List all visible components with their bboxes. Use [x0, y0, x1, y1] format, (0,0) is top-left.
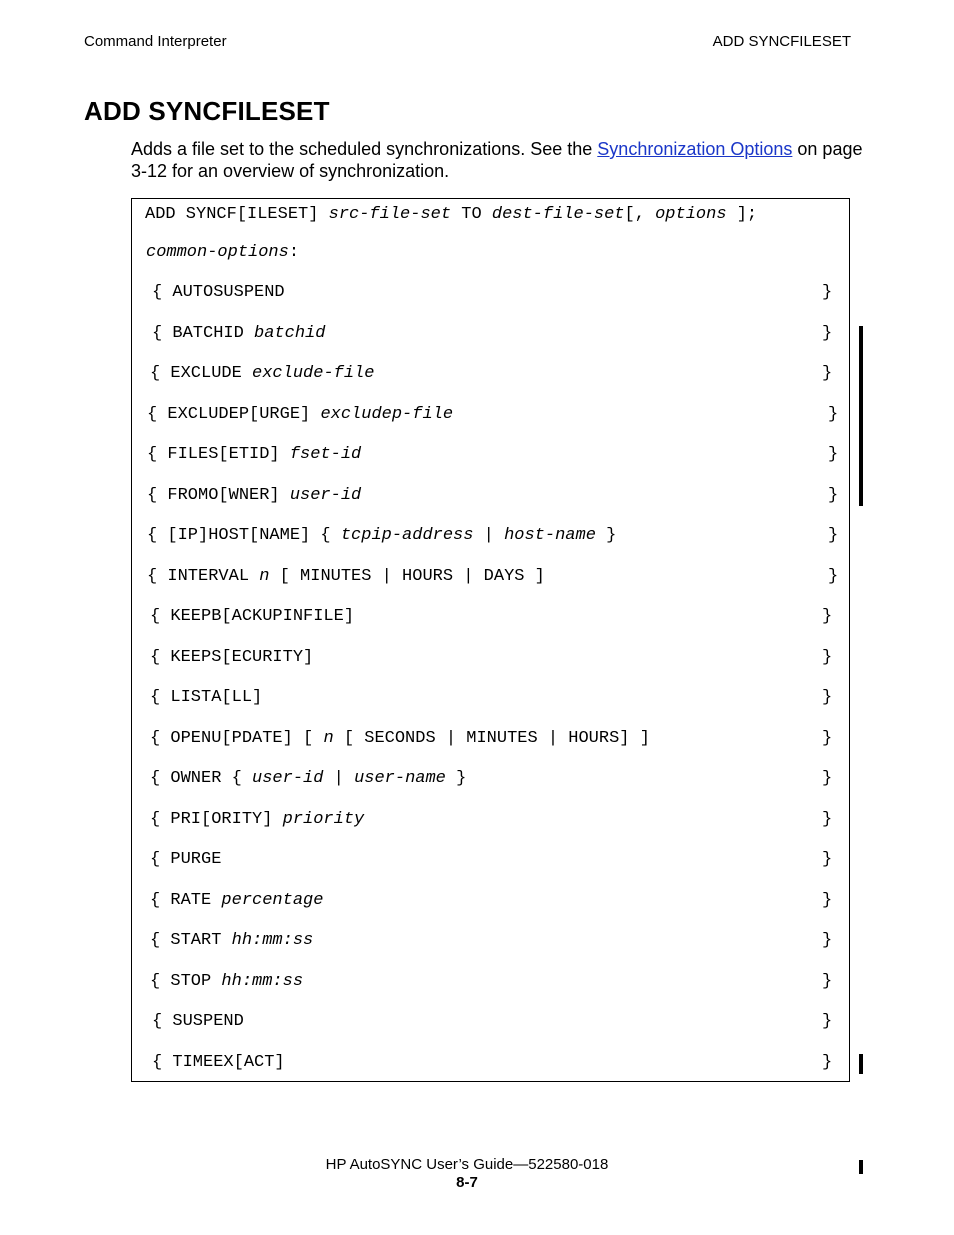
intro-paragraph [131, 138, 866, 182]
option-row [150, 891, 323, 910]
option-param: n [259, 566, 270, 586]
option-open-brace: { [147, 404, 158, 424]
option-keyword: KEEPB[ACKUPINFILE] [170, 607, 355, 626]
option-param: user-id [289, 485, 362, 505]
option-open-brace: { [150, 688, 161, 707]
option-open-brace: { [147, 445, 158, 464]
option-keyword: EXCLUDEP[URGE] [167, 404, 321, 424]
option-row [152, 1012, 244, 1031]
option-close-brace: } [822, 971, 833, 991]
option-row [147, 445, 361, 464]
options-param: options [655, 205, 727, 224]
dest-file-set-param: dest-file-set [491, 205, 625, 224]
option-open-brace: { [150, 647, 161, 667]
option-row [150, 688, 262, 707]
option-keyword: PRI[ORITY] [170, 809, 283, 829]
option-row [150, 648, 313, 667]
option-open-brace: { [150, 607, 161, 626]
option-open-brace: { [150, 364, 161, 383]
option-close-brace: } [822, 890, 833, 910]
option-separator: | [323, 769, 355, 788]
option-param: percentage [221, 890, 324, 910]
option-keyword: FILES[ETID] [167, 445, 290, 464]
option-row [150, 769, 466, 788]
option-tail: } [595, 526, 617, 545]
option-open-brace: { [150, 890, 161, 910]
option-keyword: SUSPEND [172, 1012, 244, 1031]
page-title: ADD SYNCFILESET [84, 96, 330, 126]
option-keyword: INTERVAL [167, 566, 260, 586]
option-row [150, 607, 354, 626]
command-end: ]; [726, 205, 758, 224]
option-open-brace: { [152, 1012, 163, 1031]
option-open-brace: { [150, 728, 161, 748]
option-keyword: BATCHID [172, 323, 255, 343]
option-keyword: FROMO[WNER] [167, 485, 290, 505]
option-close-brace: } [828, 566, 839, 586]
option-param: fset-id [289, 445, 362, 464]
option-tail: } [445, 769, 467, 788]
common-options-colon: : [288, 243, 300, 262]
option-open-brace: { [152, 283, 163, 302]
footer-page-number: 8-7 [456, 1174, 478, 1191]
option-open-brace: { [150, 931, 161, 950]
option-keyword: RATE [170, 890, 222, 910]
option-row [152, 283, 285, 302]
option-open-brace: { [150, 850, 161, 869]
option-row [150, 810, 364, 829]
option-close-brace: } [828, 404, 839, 424]
option-row [152, 324, 325, 343]
option-row [150, 364, 374, 383]
option-keyword: START [170, 931, 232, 950]
option-close-brace: } [828, 445, 839, 464]
option-open-brace: { [150, 809, 161, 829]
option-close-brace: } [822, 850, 833, 869]
syntax-box [131, 198, 850, 1082]
common-options-label [146, 243, 299, 262]
option-close-brace: } [822, 728, 833, 748]
option-open-brace: { [147, 485, 158, 505]
option-param: tcpip-address [340, 526, 474, 545]
option-close-brace: } [822, 769, 833, 788]
option-param: hh:mm:ss [221, 971, 304, 991]
option-tail: [ SECONDS | MINUTES | HOURS] ] [333, 728, 650, 748]
command-punct: [, [624, 205, 656, 224]
option-row [150, 931, 313, 950]
option-open-brace: { [147, 526, 158, 545]
option-close-brace: } [822, 364, 833, 383]
running-header-left: Command Interpreter [84, 33, 227, 50]
option-open-brace: { [152, 1052, 163, 1072]
option-row [152, 1053, 285, 1072]
option-close-brace: } [822, 1012, 833, 1031]
option-open-brace: { [147, 566, 158, 586]
footer-guide-title: HP AutoSYNC User’s Guide—522580-018 [325, 1156, 609, 1173]
option-close-brace: } [828, 526, 839, 545]
option-param: hh:mm:ss [231, 931, 314, 950]
intro-text-after: on page 3-12 for an overview of synchronization. [131, 139, 863, 181]
command-keyword: ADD SYNCF[ILESET] [145, 205, 329, 224]
option-keyword: [IP]HOST[NAME] { [167, 526, 341, 545]
option-keyword: LISTA[LL] [170, 688, 263, 707]
option-separator: | [473, 526, 505, 545]
option-close-brace: } [822, 647, 833, 667]
synchronization-options-link[interactable]: Synchronization Options [597, 139, 793, 159]
intro-text-before: Adds a file set to the scheduled synchronizations. See the [131, 139, 598, 159]
option-keyword: AUTOSUSPEND [172, 283, 285, 302]
option-param: exclude-file [252, 364, 375, 383]
option-open-brace: { [150, 769, 161, 788]
option-param: excludep-file [320, 404, 454, 424]
option-keyword: OWNER { [170, 769, 253, 788]
option-param: host-name [504, 526, 596, 545]
change-bar [859, 1054, 863, 1074]
option-param: priority [282, 809, 365, 829]
option-open-brace: { [150, 971, 161, 991]
option-close-brace: } [822, 931, 833, 950]
common-options-text: common-options [146, 243, 289, 262]
option-row [150, 729, 650, 748]
command-to-keyword: TO [451, 205, 492, 224]
option-open-brace: { [152, 323, 163, 343]
option-keyword: PURGE [170, 850, 222, 869]
option-param: n [323, 728, 334, 748]
option-row [147, 526, 616, 545]
option-param: batchid [254, 323, 326, 343]
option-row [150, 972, 303, 991]
option-row [150, 850, 221, 869]
option-row [147, 486, 361, 505]
option-close-brace: } [828, 485, 839, 505]
option-close-brace: } [822, 283, 833, 302]
option-close-brace: } [822, 323, 833, 343]
option-keyword: OPENU[PDATE] [ [170, 728, 324, 748]
option-row [147, 567, 545, 586]
option-keyword: TIMEEX[ACT] [172, 1052, 285, 1072]
option-keyword: STOP [170, 971, 222, 991]
option-close-brace: } [822, 688, 833, 707]
option-keyword: KEEPS[ECURITY] [170, 647, 314, 667]
option-keyword: EXCLUDE [170, 364, 253, 383]
src-file-set-param: src-file-set [328, 205, 452, 224]
change-bar [859, 326, 863, 506]
option-row [147, 405, 453, 424]
option-close-brace: } [822, 607, 833, 626]
option-tail: [ MINUTES | HOURS | DAYS ] [269, 566, 545, 586]
option-param: user-name [354, 769, 446, 788]
option-param: user-id [252, 769, 324, 788]
running-header-right: ADD SYNCFILESET [712, 33, 851, 50]
option-close-brace: } [822, 809, 833, 829]
option-close-brace: } [822, 1052, 833, 1072]
command-syntax-line [145, 205, 757, 224]
